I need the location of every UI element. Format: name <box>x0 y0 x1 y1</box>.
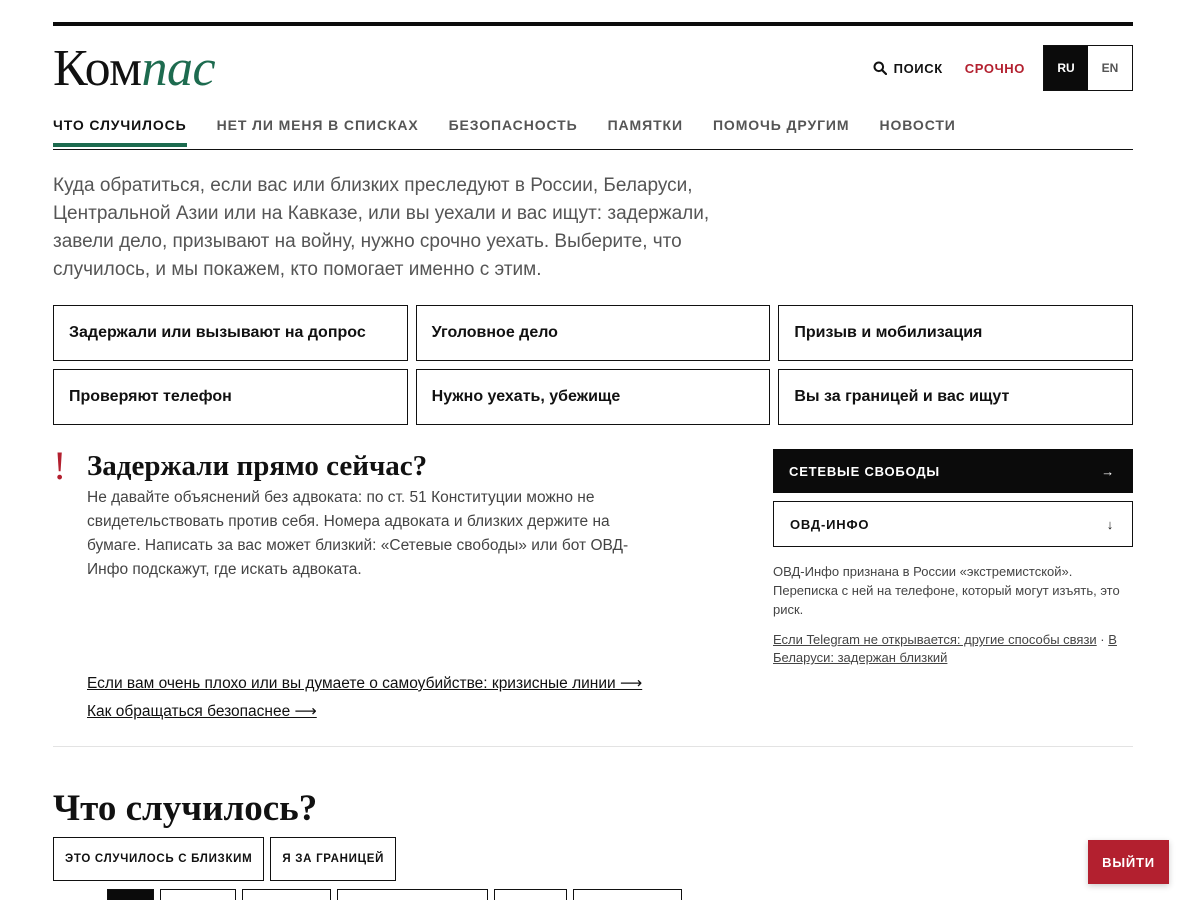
ovd-info-button[interactable] <box>773 501 1133 547</box>
lang-ru-button[interactable]: RU <box>1044 46 1088 90</box>
site-logo[interactable] <box>53 40 215 98</box>
filter-relative[interactable]: ЭТО СЛУЧИЛОСЬ С БЛИЗКИМ <box>53 837 264 881</box>
alert-title: Задержали прямо сейчас? <box>87 450 428 482</box>
header-tools <box>873 45 1133 91</box>
setevye-svobody-label: СЕТЕВЫЕ СВОБОДЫ <box>789 463 940 479</box>
logo-accent: пас <box>141 40 216 97</box>
situation-grid <box>53 305 1133 425</box>
card-criminal-case[interactable]: Уголовное дело <box>416 305 771 361</box>
arrow-down-icon: ↓ <box>1106 516 1114 532</box>
section-title: Что случилось? <box>53 788 318 829</box>
card-abroad-wanted[interactable]: Вы за границей и вас ищут <box>778 369 1133 425</box>
category-tabs-partial <box>107 889 688 900</box>
search-label: ПОИСК <box>893 60 943 76</box>
safer-contact-link[interactable]: Как обращаться безопаснее ⟶ <box>87 703 317 720</box>
nav-item-news[interactable]: НОВОСТИ <box>879 117 956 133</box>
setevye-svobody-button[interactable] <box>773 449 1133 493</box>
search-icon <box>873 61 887 75</box>
card-detained[interactable]: Задержали или вызывают на допрос <box>53 305 408 361</box>
nav-item-lists[interactable]: НЕТ ЛИ МЕНЯ В СПИСКАХ <box>216 117 419 133</box>
category-tab[interactable] <box>494 889 567 900</box>
link-separator: · <box>1096 632 1109 647</box>
lang-en-button[interactable]: EN <box>1088 46 1132 90</box>
nav-item-security[interactable]: БЕЗОПАСНОСТЬ <box>448 117 578 133</box>
alert-text: Не давайте объяснений без адвоката: по ст. 51 Конституции можно не свидетельствовать против себя. Номера адвоката и близких держите на бумаге. Написать за вас может близкий: «Сетевые свободы» или бот ОВД-Инфо подскажут, где искать адвоката. <box>87 489 629 578</box>
nav-item-memos[interactable]: ПАМЯТКИ <box>607 117 683 133</box>
arrow-right-icon: → <box>1101 463 1115 479</box>
nav-item-help-others[interactable]: ПОМОЧЬ ДРУГИМ <box>712 117 850 133</box>
ovd-info-label: ОВД-ИНФО <box>790 516 870 532</box>
main-nav <box>53 113 1133 150</box>
top-rule <box>53 22 1133 26</box>
section-divider <box>53 746 1133 747</box>
quick-exit-button[interactable]: ВЫЙТИ <box>1088 840 1169 884</box>
section-filters <box>53 837 396 881</box>
ovd-info-warning: ОВД-Инфо признана в России «экстремистской». Переписка с ней на телефоне, который могут изъять, это риск. <box>773 564 1120 617</box>
category-tab[interactable] <box>242 889 331 900</box>
alert-exclamation-icon: ! <box>53 443 67 488</box>
category-tab[interactable] <box>573 889 682 900</box>
intro-text: Куда обратиться, если вас или близких преследуют в России, Беларуси, Центральной Азии или на Кавказе, или вы уехали и вас ищут: задержали, завели дело, призывают на войну, нужно срочно уехать. Выберите, что случилось, и мы покажем, кто помогает именно с этим. <box>53 175 710 280</box>
telegram-alternatives-link[interactable]: Если Telegram не открывается: другие способы связи <box>773 632 1097 647</box>
logo-main: Ком <box>53 40 142 97</box>
card-draft[interactable]: Призыв и мобилизация <box>778 305 1133 361</box>
category-tab[interactable] <box>107 889 154 900</box>
language-switcher <box>1043 45 1133 91</box>
card-leave-asylum[interactable]: Нужно уехать, убежище <box>416 369 771 425</box>
card-phone-check[interactable]: Проверяют телефон <box>53 369 408 425</box>
urgent-link[interactable]: СРОЧНО <box>964 60 1025 76</box>
search-button[interactable] <box>873 61 943 76</box>
nav-item-what-happened[interactable]: ЧТО СЛУЧИЛОСЬ <box>53 113 187 147</box>
filter-abroad[interactable]: Я ЗА ГРАНИЦЕЙ <box>270 837 396 881</box>
category-tab[interactable] <box>337 889 488 900</box>
side-links <box>773 631 1133 667</box>
belarus-detained-link[interactable]: В Беларуси: задержан близкий <box>773 632 1117 665</box>
crisis-lines-link[interactable]: Если вам очень плохо или вы думаете о самоубийстве: кризисные линии ⟶ <box>87 675 643 692</box>
category-tab[interactable] <box>160 889 236 900</box>
